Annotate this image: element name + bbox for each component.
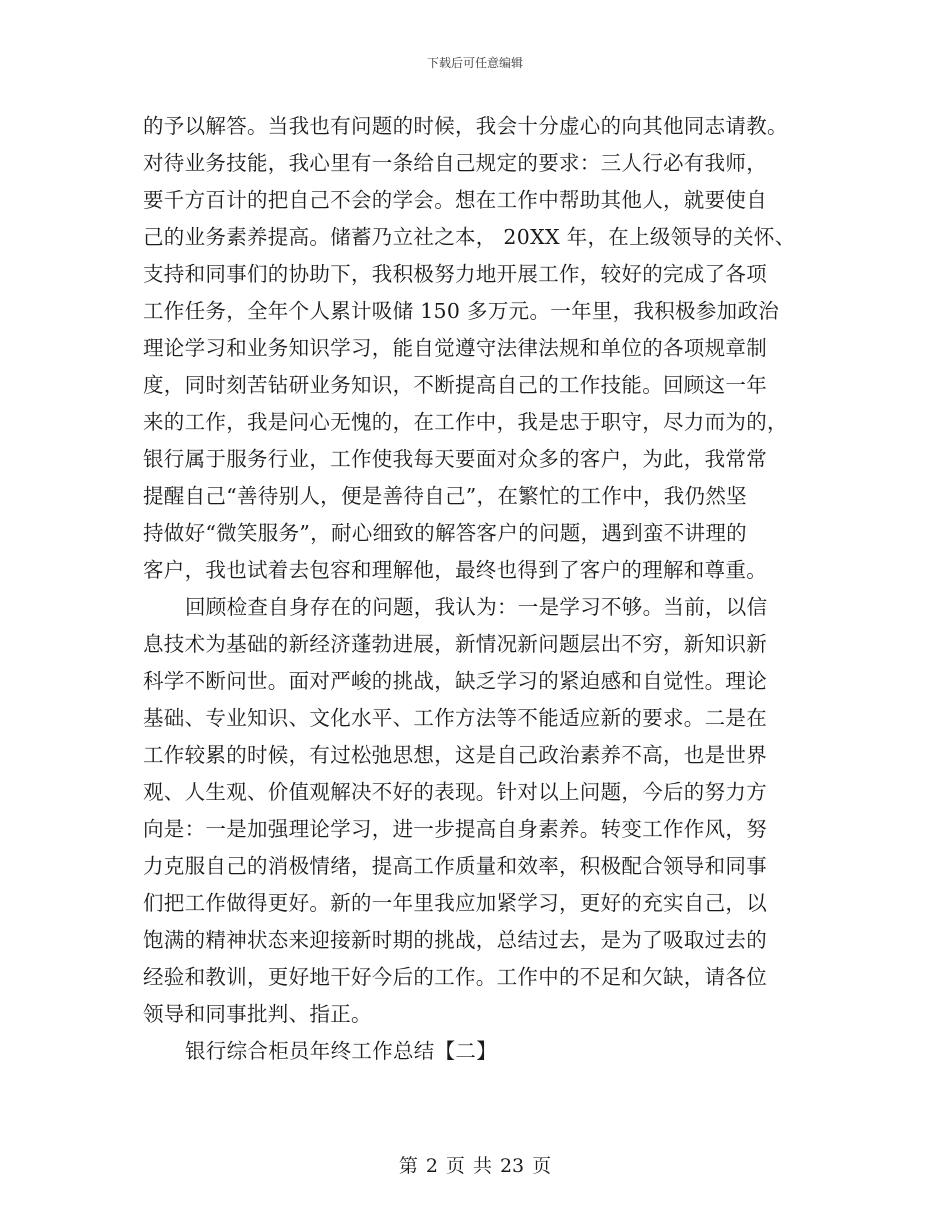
page-number-total: 23 <box>499 1155 525 1177</box>
page-footer <box>0 1151 950 1178</box>
paragraph-line: 来的工作，我是问心无愧的，在工作中，我是忠于职守，尽力而为的， <box>143 410 788 434</box>
paragraph-line: 工作任务，全年个人累计吸储 150 多万元。一年里，我积极参加政治 <box>143 299 780 323</box>
paragraph-line: 客户，我也试着去包容和理解他，最终也得到了客户的理解和尊重。 <box>143 558 767 582</box>
paragraph-line: 持做好“微笑服务”，耐心细致的解答客户的问题，遇到蛮不讲理的 <box>143 521 747 545</box>
document-body <box>143 108 807 1070</box>
paragraph-line: 己的业务素养提高。储蓄乃立社之本， 20XX 年，在上级领导的关怀、 <box>143 225 796 249</box>
paragraph-line: 们把工作做得更好。新的一年里我应加紧学习，更好的充实自己，以 <box>143 891 767 915</box>
header-note: 下载后可任意编辑 <box>426 56 523 70</box>
page-number-suffix: 页 <box>532 1155 552 1177</box>
section-title: 银行综合柜员年终工作总结【二】 <box>185 1039 497 1063</box>
paragraph-line: 回顾检查自身存在的问题，我认为：一是学习不够。当前，以信 <box>185 595 768 619</box>
paragraph-line: 息技术为基础的新经济蓬勃进展，新情况新问题层出不穷，新知识新 <box>143 632 767 656</box>
paragraph-line: 领导和同事批判、指正。 <box>143 1002 372 1026</box>
page-number-current: 2 <box>425 1155 438 1177</box>
paragraph-line: 基础、专业知识、文化水平、工作方法等不能适应新的要求。二是在 <box>143 706 767 730</box>
paragraph-line: 科学不断问世。面对严峻的挑战，缺乏学习的紧迫感和自觉性。理论 <box>143 669 767 693</box>
paragraph-line: 观、人生观、价值观解决不好的表现。针对以上问题，今后的努力方 <box>143 780 767 804</box>
page-number-middle: 页 共 <box>445 1155 492 1177</box>
paragraph-line: 要千方百计的把自己不会的学会。想在工作中帮助其他人，就要使自 <box>143 188 767 212</box>
paragraph-line: 度，同时刻苦钻研业务知识，不断提高自己的工作技能。回顾这一年 <box>143 373 767 397</box>
paragraph-line: 力克服自己的消极情绪，提高工作质量和效率，积极配合领导和同事 <box>143 854 767 878</box>
paragraph-line: 经验和教训，更好地干好今后的工作。工作中的不足和欠缺，请各位 <box>143 965 767 989</box>
paragraph-line: 提醒自己“善待别人，便是善待自己”，在繁忙的工作中，我仍然坚 <box>143 484 747 508</box>
paragraph-line: 饱满的精神状态来迎接新时期的挑战，总结过去，是为了吸取过去的 <box>143 928 767 952</box>
paragraph-line: 银行属于服务行业，工作使我每天要面对众多的客户，为此，我常常 <box>143 447 767 471</box>
paragraph-line: 理论学习和业务知识学习，能自觉遵守法律法规和单位的各项规章制 <box>143 336 767 360</box>
paragraph-line: 支持和同事们的协助下，我积极努力地开展工作，较好的完成了各项 <box>143 262 767 286</box>
page-number-prefix: 第 <box>398 1155 418 1177</box>
paragraph-line: 向是：一是加强理论学习，进一步提高自身素养。转变工作作风，努 <box>143 817 767 841</box>
paragraph-line: 工作较累的时候，有过松弛思想，这是自己政治素养不高，也是世界 <box>143 743 767 767</box>
paragraph-line: 的予以解答。当我也有问题的时候，我会十分虚心的向其他同志请教。 <box>143 114 788 138</box>
paragraph-line: 对待业务技能，我心里有一条给自己规定的要求：三人行必有我师， <box>143 151 767 175</box>
